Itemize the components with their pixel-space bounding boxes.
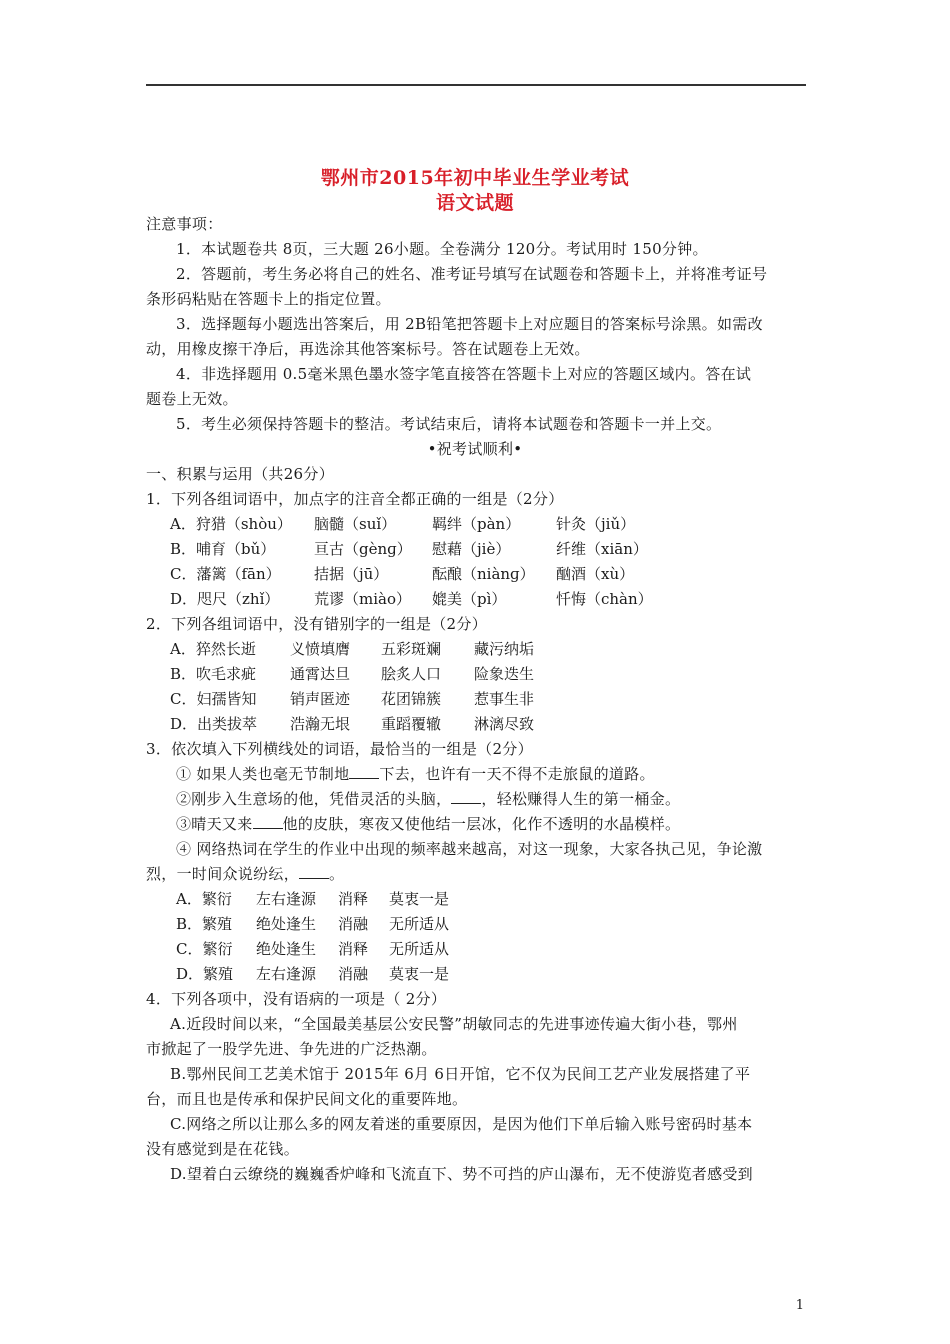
q4-stem: 4．下列各项中，没有语病的一项是（ 2分） <box>146 990 447 1008</box>
q2-d-3: 重蹈覆辙 <box>381 715 442 733</box>
q3-stem: 3．依次填入下列横线处的词语，最恰当的一组是（2分） <box>146 740 533 758</box>
q3-b-2: 绝处逢生 <box>256 915 317 933</box>
exam-subtitle: 语文试题 <box>435 192 514 214</box>
q3-sentence-1 <box>176 764 655 784</box>
q3-b-1: B．繁殖 <box>176 915 233 933</box>
blank-line <box>253 814 283 829</box>
good-luck-line: •祝考试顺利• <box>427 440 523 458</box>
q1-d-2: 荒谬（miào） <box>314 590 411 608</box>
q1-c-4: 酗酒（xù） <box>556 565 635 583</box>
q3-s4-start: 烈，一时间众说纷纭， <box>146 865 300 883</box>
q3-s3-end: 他的皮肤，寒夜又使他结一层冰，化作不透明的水晶模样。 <box>282 815 681 833</box>
q4-option-b-line1: B.鄂州民间工艺美术馆于 2015年 6月 6日开馆，它不仅为民间工艺产业发展搭建了平 <box>170 1065 751 1083</box>
q2-b-1: B．吹毛求疵 <box>170 665 257 683</box>
q3-a-1: A．繁衍 <box>176 890 232 908</box>
q1-b-4: 纤维（xiān） <box>556 540 648 558</box>
q3-d-3: 消融 <box>338 965 369 983</box>
q4-option-d-line1: D.望着白云缭绕的巍巍香炉峰和飞流直下、势不可挡的庐山瀑布，无不使游览者感受到 <box>170 1165 753 1183</box>
q3-sentence-4a: ④ 网络热词在学生的作业中出现的频率越来越高，对这一现象，大家各执己见，争论激 <box>176 840 763 858</box>
q2-a-2: 义愤填膺 <box>290 640 351 658</box>
q2-d-4: 淋漓尽致 <box>474 715 535 733</box>
q1-c-1: C．藩篱（fān） <box>170 565 281 583</box>
notice-4a: 4．非选择题用 0.5毫米黑色墨水签字笔直接答在答题卡上对应的答题区域内。答在试 <box>176 365 752 383</box>
notice-2a: 2．答题前，考生务必将自己的姓名、准考证号填写在试题卷和答题卡上，并将准考证号 <box>176 265 768 283</box>
q3-s1-start: ① 如果人类也毫无节制地 <box>176 765 350 783</box>
q3-s1-end: 下去，也许有一天不得不走旅鼠的道路。 <box>379 765 655 783</box>
q2-d-1: D．出类拔萃 <box>170 715 258 733</box>
q3-c-4: 无所适从 <box>389 940 450 958</box>
q2-b-2: 通霄达旦 <box>290 665 351 683</box>
q1-b-1: B．哺育（bǔ） <box>170 540 276 558</box>
q3-b-4: 无所适从 <box>389 915 450 933</box>
q3-s2-end: ，轻松赚得人生的第一桶金。 <box>481 790 681 808</box>
q3-d-2: 左右逢源 <box>256 965 317 983</box>
q1-b-3: 慰藉（jiè） <box>432 540 511 558</box>
q3-a-4: 莫衷一是 <box>389 890 450 908</box>
q2-a-1: A．猝然长逝 <box>170 640 256 658</box>
q1-d-1: D．咫尺（zhǐ） <box>170 590 280 608</box>
q2-c-1: C．妇孺皆知 <box>170 690 257 708</box>
q2-stem: 2．下列各组词语中，没有错别字的一组是（2分） <box>146 615 487 633</box>
q2-c-3: 花团锦簇 <box>381 690 442 708</box>
q1-a-3: 羁绊（pàn） <box>432 515 521 533</box>
header-rule <box>146 84 806 86</box>
q3-s2-start: ②刚步入生意场的他，凭借灵活的头脑， <box>176 790 452 808</box>
q4-option-c-line1: C.网络之所以让那么多的网友着迷的重要原因，是因为他们下单后输入账号密码时基本 <box>170 1115 753 1133</box>
q1-c-3: 酝酿（niànɡ） <box>432 565 535 583</box>
blank-line <box>349 764 379 779</box>
blank-line <box>451 789 481 804</box>
q1-a-2: 脑髓（suǐ） <box>314 515 397 533</box>
section-1-heading: 一、积累与运用（共26分） <box>146 465 334 483</box>
q2-b-4: 险象迭生 <box>474 665 535 683</box>
q3-a-3: 消释 <box>338 890 369 908</box>
q4-option-a-line1: A.近段时间以来，“全国最美基层公安民警”胡敏同志的先进事迹传遍大街小巷，鄂州 <box>170 1015 738 1033</box>
q3-c-1: C．繁衍 <box>176 940 233 958</box>
q3-c-2: 绝处逢生 <box>256 940 317 958</box>
blank-line <box>299 864 329 879</box>
q3-b-3: 消融 <box>338 915 369 933</box>
notice-4b: 题卷上无效。 <box>146 390 238 408</box>
q3-c-3: 消释 <box>338 940 369 958</box>
q3-a-2: 左右逢源 <box>256 890 317 908</box>
q1-d-4: 忏悔（chàn） <box>556 590 653 608</box>
q3-s3-start: ③晴天又来 <box>176 815 253 833</box>
notice-3a: 3．选择题每小题选出答案后，用 2B铅笔把答题卡上对应题目的答案标号涂黑。如需改 <box>176 315 763 333</box>
q3-s4-end: 。 <box>329 865 345 883</box>
notice-1: 1．本试题卷共 8页，三大题 26小题。全卷满分 120分。考试用时 150分钟。 <box>176 240 708 258</box>
q3-sentence-4b <box>146 864 344 884</box>
q4-option-a-line2: 市掀起了一股学先进、争先进的广泛热潮。 <box>146 1040 437 1058</box>
q2-c-4: 惹事生非 <box>474 690 535 708</box>
q1-a-1: A．狩猎（shòu） <box>170 515 292 533</box>
notice-2b: 条形码粘贴在答题卡上的指定位置。 <box>146 290 391 308</box>
q2-a-4: 藏污纳垢 <box>474 640 535 658</box>
q3-d-1: D．繁殖 <box>176 965 234 983</box>
q1-a-4: 针灸（jiǔ） <box>556 515 636 533</box>
q1-stem: 1．下列各组词语中，加点字的注音全都正确的一组是（2分） <box>146 490 564 508</box>
q1-d-3: 媲美（pì） <box>432 590 507 608</box>
q4-option-b-line2: 台，而且也是传承和保护民间文化的重要阵地。 <box>146 1090 468 1108</box>
notice-5: 5．考生必须保持答题卡的整洁。考试结束后，请将本试题卷和答题卡一并上交。 <box>176 415 722 433</box>
q4-option-c-line2: 没有感觉到是在花钱。 <box>146 1140 300 1158</box>
q3-d-4: 莫衷一是 <box>389 965 450 983</box>
q2-a-3: 五彩斑斓 <box>381 640 442 658</box>
q1-b-2: 亘古（gènɡ） <box>314 540 412 558</box>
notice-3b: 动，用橡皮擦干净后，再选涂其他答案标号。答在试题卷上无效。 <box>146 340 590 358</box>
page-number: 1 <box>795 1298 804 1313</box>
exam-title: 鄂州市2015年初中毕业生学业考试 <box>320 167 630 189</box>
notice-heading: 注意事项： <box>146 215 223 233</box>
q3-sentence-3 <box>176 814 680 834</box>
q2-d-2: 浩瀚无垠 <box>290 715 351 733</box>
q2-c-2: 销声匿迹 <box>290 690 351 708</box>
q2-b-3: 脍炙人口 <box>381 665 442 683</box>
q3-sentence-2 <box>176 789 680 809</box>
q1-c-2: 拮据（jū） <box>314 565 389 583</box>
